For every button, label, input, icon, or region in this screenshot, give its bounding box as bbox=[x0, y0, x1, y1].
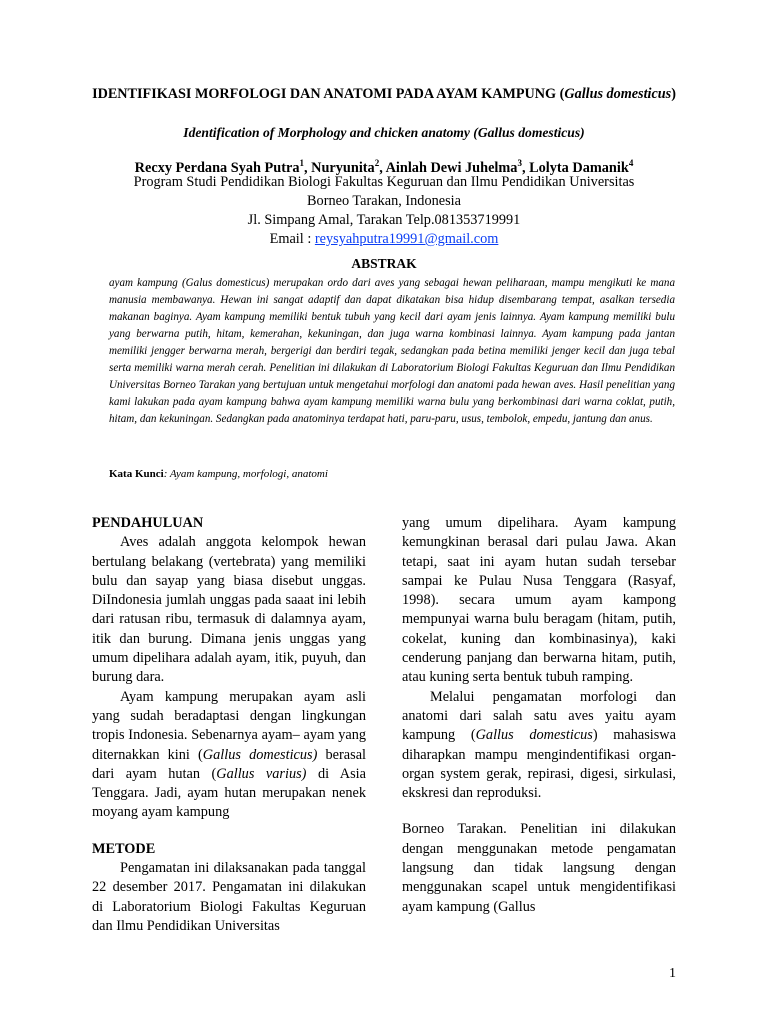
paragraph: Borneo Tarakan. Penelitian ini dilakukan dengan menggunakan metode pengamatan langsung dan tidak langsung dengan menggunakan scapel untuk mengidentifikasi ayam kampung (Gallus bbox=[402, 821, 676, 915]
affiliation-line: Borneo Tarakan, Indonesia bbox=[307, 193, 461, 209]
paragraph: Aves adalah anggota kelompok hewan bertulang belakang (vertebrata) yang memiliki bulu dan sayap yang biasa disebut unggas. DiIndonesia jumlah unggas pada saaat ini lebih dari ratusan ribu, termasuk di dalamnya ayam, itik dan burung. Dimana jenis unggas yang umum dipelihara adalah ayam, itik, puyuh, dan burung dara. bbox=[92, 534, 366, 686]
paragraph: Melalui pengamatan morfologi dan anatomi dari salah satu aves yaitu ayam kampung (Gallus domesticus) mahasiswa diharapkan mampu mengindentifikasi organ-organ system gerak, repirasi, digesi, sirkulasi, ekskresi dan reproduksi. bbox=[402, 688, 676, 802]
section-heading-introduction: PENDAHULUAN bbox=[92, 515, 204, 531]
author-name: Recxy Perdana Syah Putra bbox=[134, 159, 300, 176]
author-name: Nuryunita bbox=[311, 159, 375, 176]
keywords bbox=[109, 468, 675, 480]
paper-title: IDENTIFIKASI MORFOLOGI DAN ANATOMI PADA AYAM KAMPUNG (Gallus domesticus) bbox=[92, 86, 676, 102]
paragraph: Pengamatan ini dilaksanakan pada tanggal 22 desember 2017. Pengamatan ini dilakukan di Laboratorium Biologi Fakultas Keguruan dan Ilmu Pendidikan Universitas bbox=[92, 860, 366, 934]
left-column bbox=[92, 514, 366, 936]
affiliation-block bbox=[92, 173, 676, 249]
author-list: Recxy Perdana Syah Putra$^1$, Nuryunita$^2$, Ainlah Dewi Juhelma$^3$, Lolyta Damanik$^4$ bbox=[134, 158, 634, 176]
affiliation-line: Program Studi Pendidikan Biologi Fakultas Keguruan dan Ilmu Pendidikan Universitas bbox=[133, 174, 635, 190]
author-affiliation-mark: 3 bbox=[517, 158, 522, 168]
author-affiliation-mark: 2 bbox=[374, 158, 380, 168]
author-affiliation-mark: 1 bbox=[299, 158, 304, 168]
affiliation-email-line: Email : reysyahputra19991@gmail.com bbox=[269, 231, 499, 247]
affiliation-address: Jl. Simpang Amal, Tarakan Telp.081353719991 bbox=[247, 212, 521, 228]
author-name: Lolyta Damanik bbox=[529, 159, 629, 176]
paragraph: yang umum dipelihara. Ayam kampung kemungkinan berasal dari pulau Jawa. Akan tetapi, saat ini ayam hutan sudah tersebar sampai ke Pulau Nusa Tenggara (Rasyaf, 1998). secara umum ayam kampong mempunyai warna bulu beragam (hitam, putih, cokelat, kuning dan kombinasinya), kaki cenderung panjang dan berwarna hitam, putih, atau kuning serta bentuk tubuh ramping. bbox=[402, 515, 676, 686]
title-latin-name: Gallus domesticus bbox=[564, 86, 672, 102]
abstract-text: ayam kampung (Galus domesticus) merupakan ordo dari aves yang sebagai hewan peliharaan, mampu mengikuti ke mana manusia membawanya. Hewan ini sangat adaptif dan dapat dikatakan bisa hidup disembarang tempat, asalkan tersedia makanan baginya. Ayam kampung memiliki bentuk tubuh yang kecil dari ayam jenis lainnya. Ayam kampung memiliki bulu yang berwarna putih, hitam, kemerahan, kekuningan, dan juga warna kombinasi lainnya. Ayam kampung pada jantan memiliki jengger berwarna merah, bergerigi dan berdiri tegak, sedangkan pada betina memiliki jenger kecil dan juga tebal serta memiliki warna merah cerah. Penelitian ini dilakukan di Laboratorium Biologi Fakultas Keguruan dan Ilmu Pendidikan Universitas Borneo Tarakan yang bertujuan untuk mengetahui morfologi dan anatomi pada hewan aves. Hasil penelitian yang kami lakukan pada ayam kampung bahwa ayam kampung memiliki warna bulu yang berkombinasi dari warna coklat, putih, hitam, dan kekuningan. Sedangkan pada anatominya terdapat hati, paru-paru, usus, tembolok, empedu, jantung dan anus. bbox=[109, 277, 675, 425]
keywords-label: Kata Kunci bbox=[109, 468, 164, 480]
page-number: 1 bbox=[669, 966, 676, 981]
keywords-values: : Ayam kampung, morfologi, anatomi bbox=[163, 468, 328, 480]
abstract-heading: ABSTRAK bbox=[351, 256, 417, 271]
paragraph: Ayam kampung merupakan ayam asli yang sudah beradaptasi dengan lingkungan tropis Indonesia. Sebenarnya ayam– ayam yang diternakkan kini (Gallus domesticus) berasal dari ayam hutan (Gallus varius) di Asia Tenggara. Jadi, ayam hutan merupakan nenek moyang ayam kampung bbox=[92, 688, 367, 821]
right-column bbox=[402, 514, 676, 917]
author-affiliation-mark: 4 bbox=[628, 158, 634, 168]
section-heading-method: METODE bbox=[92, 840, 156, 857]
paper-english-title: Identification of Morphology and chicken anatomy (Gallus domesticus) bbox=[183, 125, 585, 140]
email-link[interactable]: reysyahputra19991@gmail.com bbox=[314, 231, 499, 247]
author-name: Ainlah Dewi Juhelma bbox=[385, 159, 518, 176]
